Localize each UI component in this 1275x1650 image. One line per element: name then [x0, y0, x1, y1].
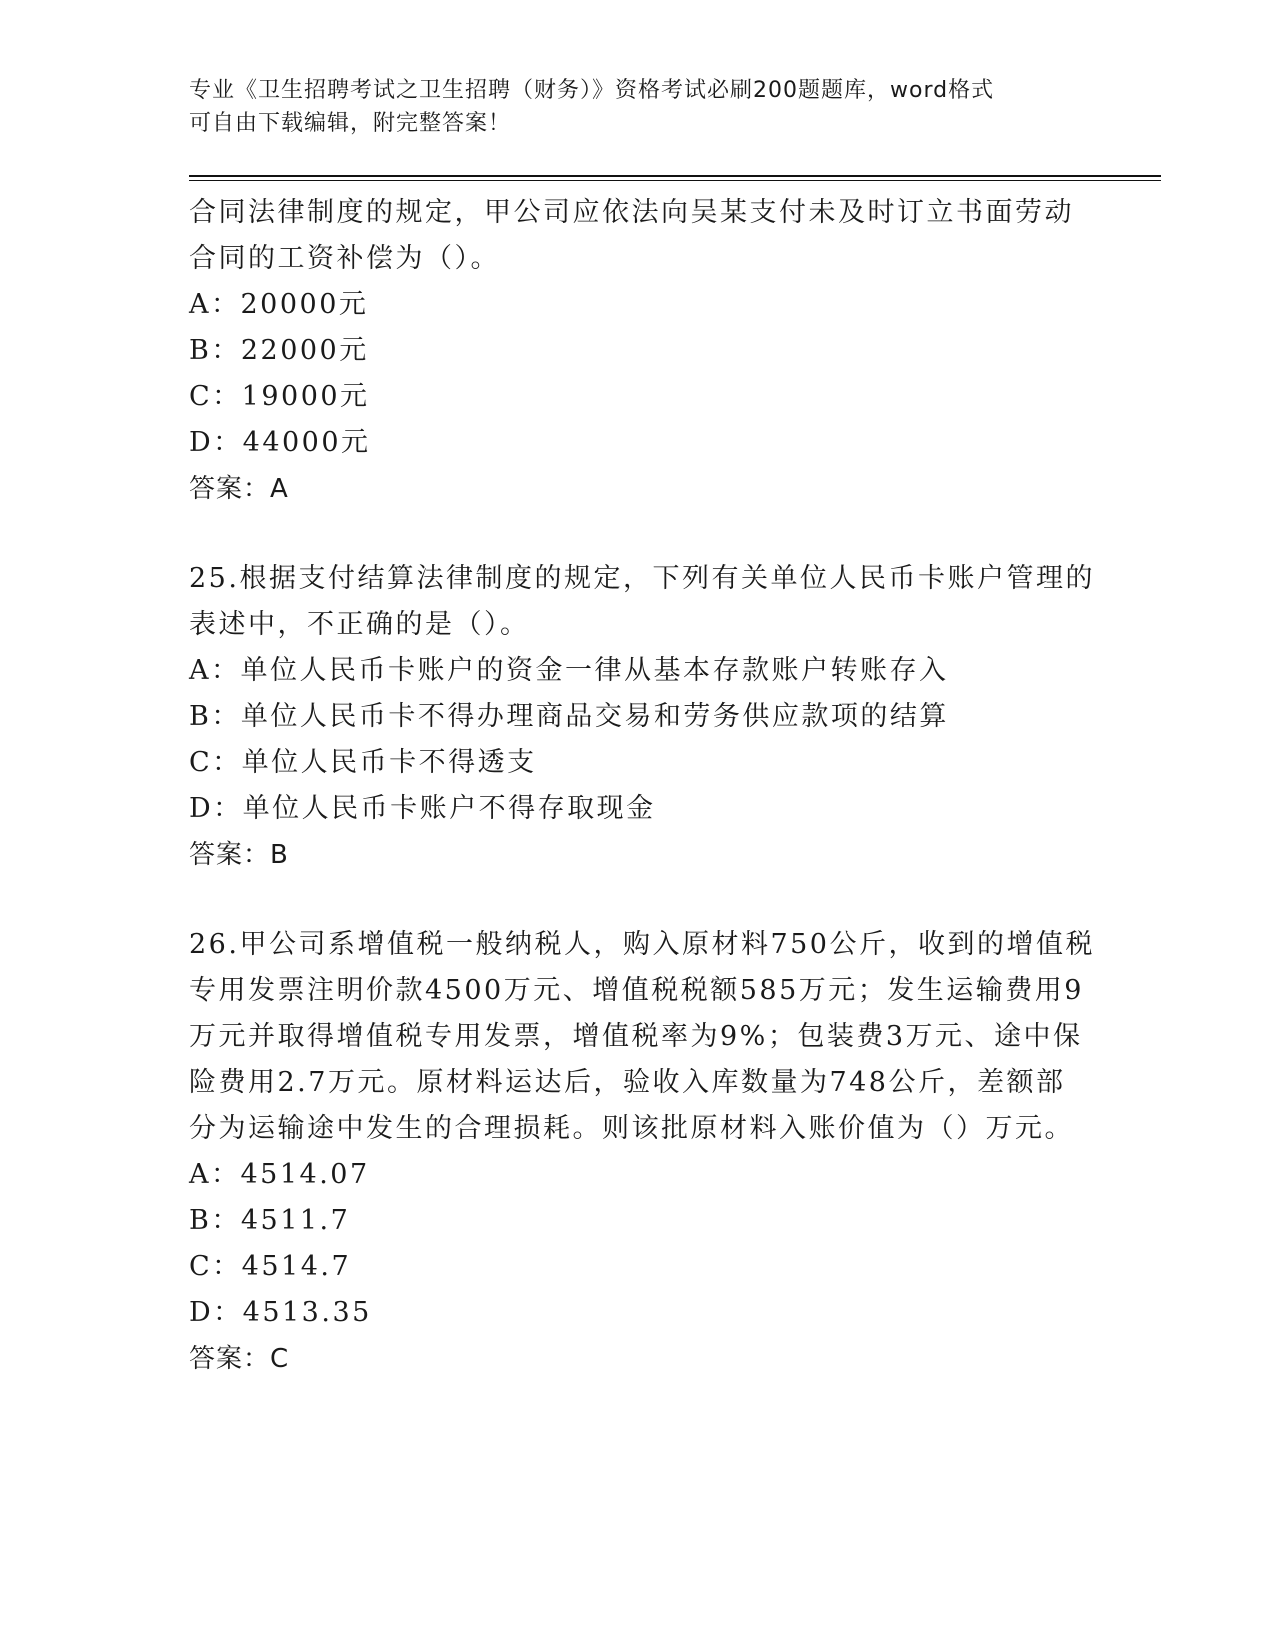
question-spacer: [189, 512, 1089, 556]
option-c: C：单位人民币卡不得透支: [189, 747, 537, 778]
header-title-line-2: 可自由下载编辑，附完整答案！: [189, 111, 512, 136]
header-title-line-1: 专业《卫生招聘考试之卫生招聘（财务）》资格考试必刷200题题库，word格式: [189, 78, 995, 103]
question-26: [189, 922, 1095, 1382]
option-b: B：4511.7: [189, 1205, 351, 1236]
answer-key: 答案：A: [189, 474, 289, 504]
question-24: [189, 190, 1089, 512]
question-stem-line: 表述中，不正确的是（）。: [189, 609, 530, 640]
question-stem-line: 合同法律制度的规定，甲公司应依法向吴某支付未及时订立书面劳动: [189, 197, 1074, 228]
question-stem-line: 分为运输途中发生的合理损耗。则该批原材料入账价值为（）万元。: [189, 1113, 1074, 1144]
option-d: D：单位人民币卡账户不得存取现金: [189, 793, 656, 824]
option-c: C：19000元: [189, 381, 370, 412]
question-25: [189, 556, 1095, 878]
question-stem-line: 险费用2.7万元。原材料运达后，验收入库数量为748公斤，差额部: [189, 1067, 1066, 1098]
option-d: D：44000元: [189, 427, 371, 458]
option-d: D：4513.35: [189, 1297, 372, 1328]
option-a: A：4514.07: [189, 1159, 370, 1190]
question-stem-line: 25.根据支付结算法律制度的规定，下列有关单位人民币卡账户管理的: [189, 563, 1095, 594]
question-stem-line: 26.甲公司系增值税一般纳税人，购入原材料750公斤，收到的增值税: [189, 929, 1095, 960]
option-b: B：22000元: [189, 335, 369, 366]
question-stem-line: 专用发票注明价款4500万元、增值税税额585万元；发生运输费用9: [189, 975, 1084, 1006]
question-spacer: [189, 878, 1089, 922]
document-header: [189, 74, 1089, 140]
option-a: A：单位人民币卡账户的资金一律从基本存款账户转账存入: [189, 655, 949, 686]
option-a: A：20000元: [189, 289, 369, 320]
question-list: [189, 190, 1095, 1382]
question-stem-line: 万元并取得增值税专用发票，增值税率为9%；包装费3万元、途中保: [189, 1021, 1083, 1052]
option-b: B：单位人民币卡不得办理商品交易和劳务供应款项的结算: [189, 701, 949, 732]
question-stem-line: 合同的工资补偿为（）。: [189, 243, 500, 274]
header-divider: [189, 175, 1161, 181]
answer-key: 答案：C: [189, 1344, 290, 1374]
option-c: C：4514.7: [189, 1251, 352, 1282]
answer-key: 答案：B: [189, 840, 289, 870]
